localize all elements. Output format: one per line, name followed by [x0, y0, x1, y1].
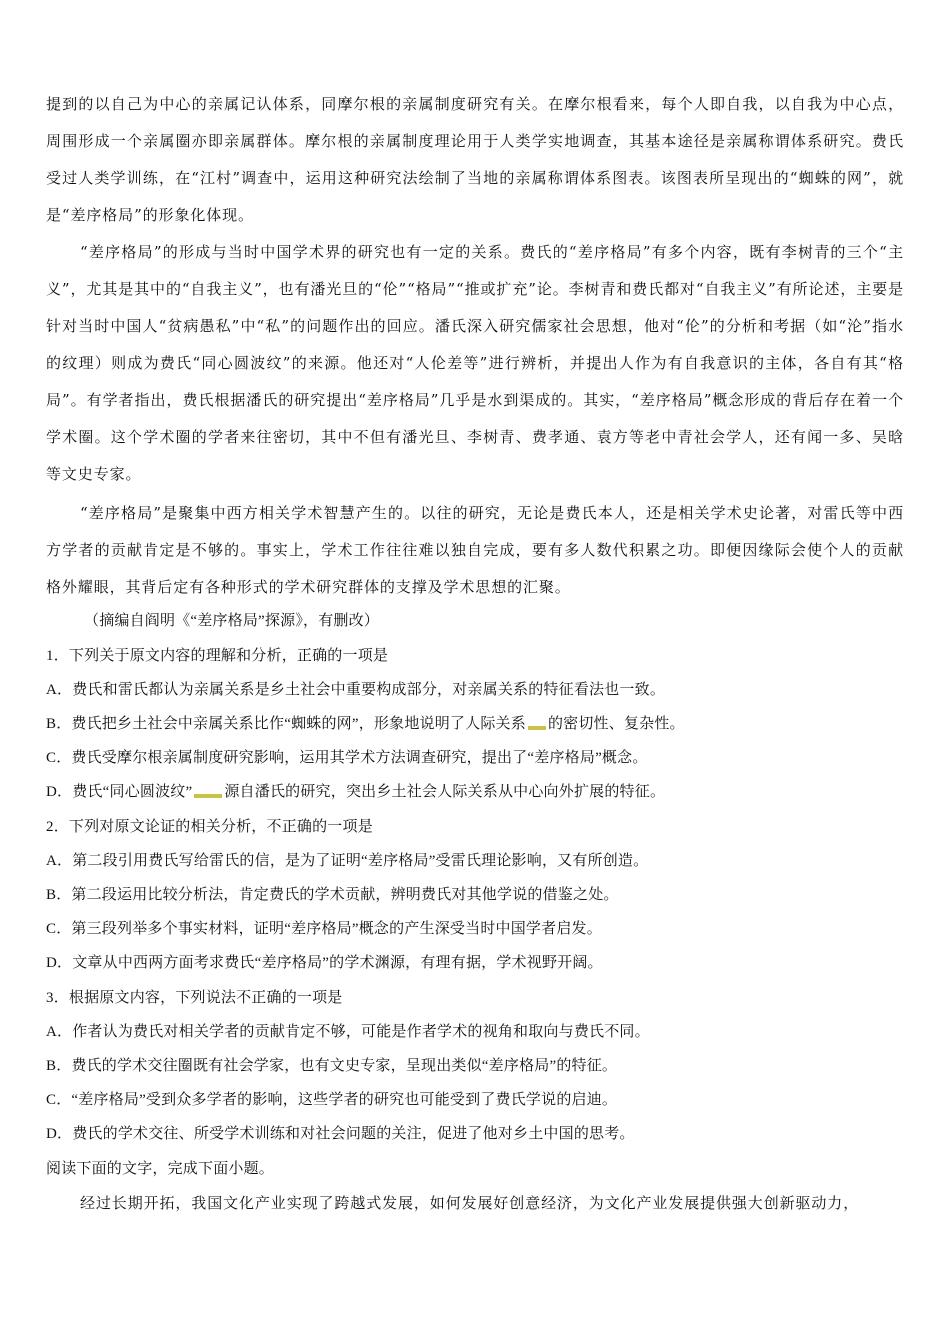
- passage-paragraph-3: “差序格局”是聚集中西方相关学术智慧产生的。以往的研究，无论是费氏本人，还是相关学术史论著，对雷氏等中西方学者的贡献肯定是不够的。事实上，学术工作往往难以独自完成，要有多人数代积累之功。即便因缘际会使个人的贡献格外耀眼，其背后定有各种形式的学术研究群体的支撑及学术思想的汇聚。: [46, 504, 904, 596]
- question-2-option-a: A．第二段引用费氏写给雷氏的信，是为了证明“差序格局”受雷氏理论影响，又有所创造。: [46, 853, 649, 869]
- highlight-mark: [528, 726, 546, 730]
- question-1-stem: 1．下列关于原文内容的理解和分析，正确的一项是: [46, 648, 389, 664]
- question-2-option-c: C．第三段列举多个事实材料，证明“差序格局”概念的产生深受当时中国学者启发。: [46, 921, 602, 937]
- question-3-option-b: B．费氏的学术交往圈既有社会学家，也有文史专家，呈现出类似“差序格局”的特征。: [46, 1058, 618, 1074]
- question-1-option-c: C．费氏受摩尔根亲属制度研究影响，运用其学术方法调查研究，提出了“差序格局”概念。: [46, 750, 648, 766]
- question-3-option-a: A．作者认为费氏对相关学者的贡献肯定不够，可能是作者学术的视角和取向与费氏不同。: [46, 1024, 650, 1040]
- highlight-mark: [194, 794, 222, 798]
- question-2-option-d: D．文章从中西两方面考求费氏“差序格局”的学术渊源，有理有据，学术视野开阔。: [46, 955, 603, 971]
- passage-source: （摘编自阎明《“差序格局”探源》，有删改）: [84, 613, 380, 629]
- question-3-stem: 3．根据原文内容，下列说法不正确的一项是: [46, 990, 343, 1006]
- question-2-stem: 2．下列对原文论证的相关分析，不正确的一项是: [46, 819, 373, 835]
- reading-instruction: 阅读下面的文字，完成下面小题。: [46, 1161, 275, 1177]
- next-passage-paragraph-1: 经过长期开拓，我国文化产业实现了跨越式发展，如何发展好创意经济，为文化产业发展提供强大创新驱动力，: [80, 1194, 860, 1212]
- question-1-option-a: A．费氏和雷氏都认为亲属关系是乡土社会中重要构成部分，对亲属关系的特征看法也一致。: [46, 682, 666, 698]
- question-1-option-d: D．费氏“同心圆波纹” 源自潘氏的研究，突出乡土社会人际关系从中心向外扩展的特征。: [46, 784, 666, 800]
- question-3-option-c: C．“差序格局”受到众多学者的影响，这些学者的研究也可能受到了费氏学说的启迪。: [46, 1092, 618, 1108]
- question-2-option-b: B．第二段运用比较分析法，肯定费氏的学术贡献，辨明费氏对其他学说的借鉴之处。: [46, 887, 619, 903]
- question-3-option-d: D．费氏的学术交往、所受学术训练和对社会问题的关注，促进了他对乡土中国的思考。: [46, 1126, 635, 1142]
- passage-paragraph-2: “差序格局”的形成与当时中国学术界的研究也有一定的关系。费氏的“差序格局”有多个内容，既有李树青的三个“主义”，尤其是其中的“自我主义”，也有潘光旦的“伦”“格局”“推或扩充”论。李树青和费氏都对“自我主义”有所论述，主要是针对当时中国人“贫病愚私”中“私”的问题作出的回应。潘氏深入研究儒家社会思想，他对“伦”的分析和考据（如“沦”指水的纹理）则成为费氏“同心圆波纹”的来源。他还对“人伦差等”进行辨析，并提出人作为有自我意识的主体，各自有其“格局”。有学者指出，费氏根据潘氏的研究提出“差序格局”几乎是水到渠成的。其实，“差序格局”概念形成的背后存在着一个学术圈。这个学术圈的学者来往密切，其中不但有潘光旦、李树青、费孝通、袁方等老中青社会学人，还有闻一多、吴晗等文史专家。: [46, 243, 904, 483]
- question-1-option-b: B．费氏把乡土社会中亲属关系比作“蜘蛛的网”，形象地说明了人际关系 的密切性、复杂性。: [46, 716, 685, 732]
- passage-paragraph-1: 提到的以自己为中心的亲属记认体系，同摩尔根的亲属制度研究有关。在摩尔根看来，每个人即自我，以自我为中心点，周围形成一个亲属圈亦即亲属群体。摩尔根的亲属制度理论用于人类学实地调查，其基本途径是亲属称谓体系研究。费氏受过人类学训练，在“江村”调查中，运用这种研究法绘制了当地的亲属称谓体系图表。该图表所呈现出的“蜘蛛的网”，就是“差序格局”的形象化体现。: [46, 95, 904, 224]
